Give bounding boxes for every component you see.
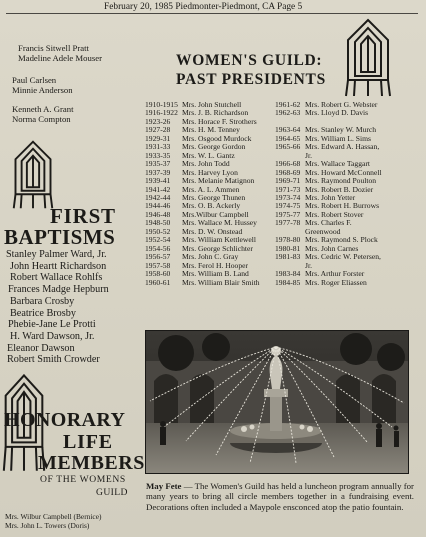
baptism-name: Robert Wallace Rohlfs	[10, 272, 103, 284]
president-row	[275, 143, 382, 151]
president-name: Mrs. William B. Land	[182, 269, 249, 279]
honorary-name: Mrs. John L. Towers (Doris)	[5, 521, 90, 531]
president-years: 1956-57	[145, 252, 171, 262]
top-name: Paul Carlsen	[12, 75, 57, 85]
baptism-name: H. Ward Dawson, Jr.	[10, 331, 95, 343]
president-name: Mrs. Charles F.	[305, 218, 352, 228]
president-years: 1933-35	[145, 150, 171, 160]
president-name: Mrs. Lloyd D. Davis	[305, 108, 369, 118]
president-name: Mrs. John Yetter	[305, 192, 356, 202]
caption-lead: May Fete	[146, 481, 182, 491]
president-years: 1923-26	[145, 116, 171, 126]
president-years: 1931-33	[145, 142, 171, 152]
president-name: Mrs. Robert B. Dozier	[305, 184, 374, 194]
church-emblem-icon	[12, 139, 54, 211]
photo-caption	[146, 481, 414, 512]
president-name: Mrs. Cedric W. Petersen,	[305, 252, 381, 262]
president-years: 1965-66	[275, 142, 301, 152]
president-name: Mrs. Robert G. Webster	[305, 100, 378, 109]
president-years: 1968-69	[275, 167, 301, 177]
president-years: 1978-80	[275, 235, 301, 245]
president-row	[145, 279, 260, 287]
honorary-line2: LIFE	[63, 431, 113, 453]
president-years: 1916-1922	[145, 108, 178, 118]
president-years: 1937-39	[145, 167, 171, 177]
top-name: Norma Compton	[12, 114, 71, 124]
president-years: 1942-44	[145, 192, 171, 202]
president-years: 1960-61	[145, 277, 171, 287]
president-years: 1969-71	[275, 176, 301, 186]
baptism-name: Beatrice Brosby	[10, 307, 76, 319]
president-years: 1981-83	[275, 252, 301, 262]
president-years: 1950-52	[145, 226, 171, 236]
top-name: Minnie Anderson	[12, 85, 73, 95]
president-name: Mrs. D. W. Onstead	[182, 226, 243, 236]
maypole-fountain-image	[146, 331, 408, 473]
president-name: Mrs. Roger Eliassen	[305, 277, 367, 287]
baptism-name: Frances Madge Hepburn	[8, 284, 109, 296]
president-name: Mrs. Robert H. Burrows	[305, 201, 380, 211]
president-name: Mrs. J. B. Richardson	[182, 108, 249, 118]
top-name: Madeline Adele Mouser	[18, 53, 102, 63]
top-name: Kenneth A. Grant	[12, 104, 74, 114]
president-name: Mrs.Wilbur Campbell	[182, 209, 249, 219]
guild-title-line2: PAST PRESIDENTS	[176, 71, 326, 88]
president-years: 1974-75	[275, 201, 301, 211]
first-baptisms-heading-line1: FIRST	[50, 204, 116, 228]
top-name: Francis Sitwell Pratt	[18, 43, 89, 53]
president-name: Mrs. Howard McConnell	[305, 167, 382, 177]
president-name: Jr.	[305, 260, 312, 270]
president-years: 1935-37	[145, 159, 171, 169]
president-years: 1963-64	[275, 125, 301, 135]
honorary-names-list	[5, 512, 101, 531]
president-years: 1958-60	[145, 269, 171, 279]
may-fete-photo	[145, 330, 409, 474]
page-header: February 20, 1985 Piedmonter-Piedmont, CA Page 5	[104, 2, 303, 12]
baptism-name: John Heartt Richardson	[10, 260, 107, 272]
president-name: Mrs. George Schlichter	[182, 243, 253, 253]
caption-body: — The Women's Guild has held a luncheon program annually for many years to bring all circle members together in a fundraising event. Decorations often included a Maypole ensconced atop the patio fountain.	[146, 481, 414, 512]
president-years: 1946-48	[145, 209, 171, 219]
president-years: 1962-63	[275, 108, 301, 118]
president-name: Mrs. O. B. Ackerly	[182, 201, 241, 211]
honorary-line5: GUILD	[96, 487, 128, 498]
president-name: Mrs. Osgood Murdock	[182, 133, 252, 143]
president-name: Mrs. George Thunen	[182, 192, 246, 202]
president-name: Mrs. Stanley W. Murch	[305, 125, 377, 135]
president-years: 1984-85	[275, 277, 301, 287]
presidents-right-list	[275, 101, 382, 287]
baptism-name: Barbara Crosby	[10, 295, 75, 307]
president-name: Mrs. Edward A. Hassan,	[305, 142, 380, 152]
president-name: Mrs. H. M. Tenney	[182, 125, 240, 135]
president-row	[275, 279, 382, 287]
president-name: Jr.	[305, 150, 312, 160]
first-baptisms-heading-line2: BAPTISMS	[4, 225, 116, 249]
president-years: 1977-78	[275, 218, 301, 228]
president-name: Mrs. Arthur Forster	[305, 269, 365, 279]
president-years: 1975-77	[275, 209, 301, 219]
president-row	[275, 109, 382, 117]
president-years: 1957-58	[145, 260, 171, 270]
president-years: 1961-62	[275, 100, 301, 109]
president-name: Mrs. Raymond S. Plock	[305, 235, 378, 245]
president-years: 1910-1915	[145, 100, 178, 109]
president-name: Mrs. George Gordon	[182, 142, 246, 152]
church-emblem-icon	[344, 18, 392, 98]
president-years: 1939-41	[145, 176, 171, 186]
presidents-left-list	[145, 101, 260, 287]
president-name: Mrs. Horace F. Strothers	[182, 116, 257, 126]
president-years: 1927-28	[145, 125, 171, 135]
baptism-name: Robert Smith Crowder	[7, 354, 100, 366]
president-name: Mrs. John Todd	[182, 159, 230, 169]
president-years: 1971-73	[275, 184, 301, 194]
president-years: 1973-74	[275, 192, 301, 202]
honorary-line3: MEMBERS	[38, 452, 145, 474]
president-name: Mrs. Robert Stover	[305, 209, 364, 219]
president-years: 1980-81	[275, 243, 301, 253]
guild-title-line1: WOMEN'S GUILD:	[176, 52, 323, 69]
president-years: 1941-42	[145, 184, 171, 194]
president-name: Mrs. Wallace Taggart	[305, 159, 370, 169]
president-years: 1983-84	[275, 269, 301, 279]
president-name: Mrs. John Stutchell	[182, 100, 242, 109]
president-years: 1966-68	[275, 159, 301, 169]
president-name: Mrs. Wallace M. Hussey	[182, 218, 257, 228]
baptism-name: Eleanor Dawson	[7, 342, 75, 354]
baptism-name: Phebie-Jane Le Protti	[8, 319, 96, 331]
president-years: 1944-46	[145, 201, 171, 211]
president-name: Mrs. W. L. Gantz	[182, 150, 235, 160]
president-name: Mrs. William Blair Smith	[182, 277, 260, 287]
president-name: Mrs. Ferol H. Hooper	[182, 260, 249, 270]
president-name: Mrs. William Kettlewell	[182, 235, 257, 245]
president-name: Mrs. Harvey Lyon	[182, 167, 238, 177]
president-name: Mrs. John Carnes	[305, 243, 359, 253]
header-rule	[6, 13, 418, 14]
baptism-name: Stanley Palmer Ward, Jr.	[6, 249, 107, 260]
honorary-name: Mrs. Wilbur Campbell (Bernice)	[5, 512, 102, 521]
president-name: Mrs. Melanie Matignon	[182, 176, 255, 186]
honorary-line4: OF THE WOMENS	[40, 474, 126, 485]
president-name: Mrs. John C. Gray	[182, 252, 239, 262]
president-name: Mrs. A. L. Ammen	[182, 184, 240, 194]
president-years: 1929-31	[145, 133, 171, 143]
honorary-line1: HONORARY	[4, 409, 126, 431]
president-years: 1948-50	[145, 218, 171, 228]
president-name: Mrs. Raymond Poulton	[305, 176, 377, 186]
first-baptisms-list	[6, 249, 109, 366]
president-name: Greenwood	[305, 226, 341, 236]
president-years: 1954-56	[145, 243, 171, 253]
president-years: 1952-54	[145, 235, 171, 245]
president-row	[275, 253, 382, 261]
president-name: Mrs. William L. Sims	[305, 133, 372, 143]
president-years: 1964-65	[275, 133, 301, 143]
